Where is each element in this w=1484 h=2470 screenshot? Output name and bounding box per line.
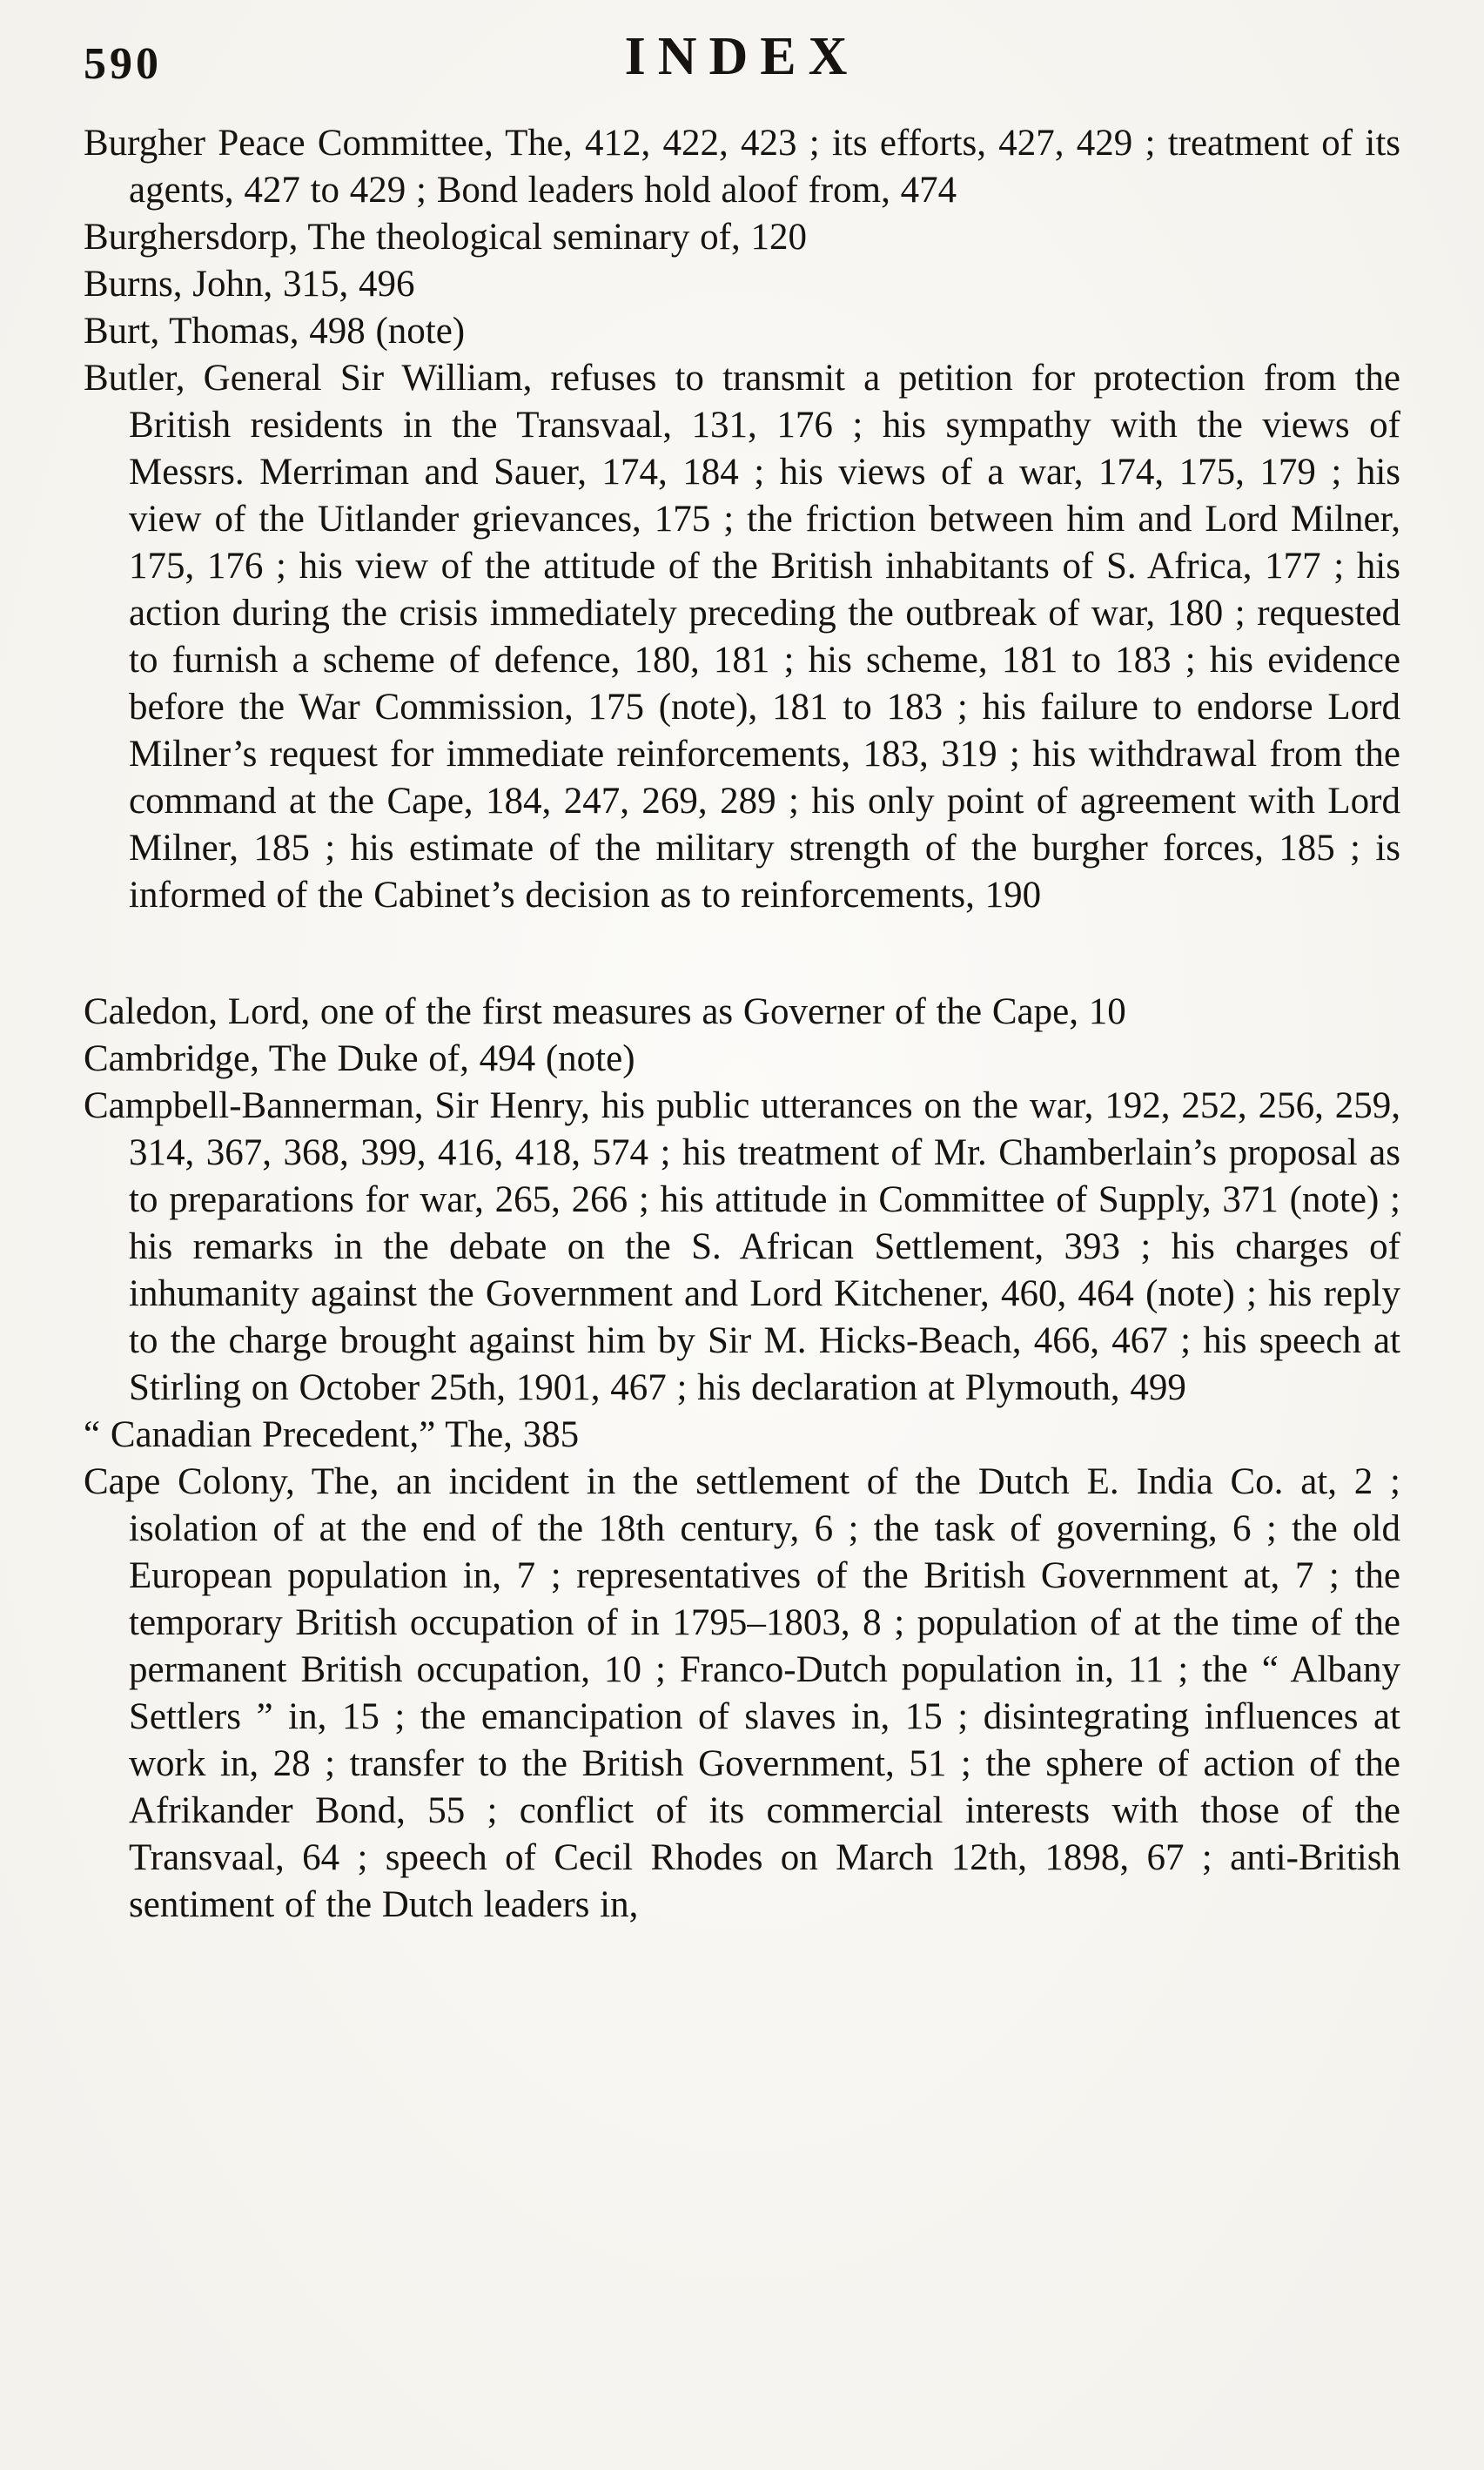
index-entry: Burt, Thomas, 498 (note) <box>84 311 466 352</box>
index-entry: Burns, John, 315, 496 <box>84 264 415 305</box>
index-entry: Butler, General Sir William, refuses to transmit a petition for protection from the British residents in the Transvaal, 131, 176 ; his sympathy with the views of Messrs. Merriman and Sauer, 174, 184 ; his views of a war, 174, 175, 179 ; his view of the Uitlander grievances, 175 ; the friction between him and Lord Milner, 175, 176 ; his view of the attitude of the British inhabitants of S. Africa, 177 ; his action during the crisis immediately preceding the outbreak of war, 180 ; requested to furnish a scheme of defence, 180, 181 ; his scheme, 181 to 183 ; his evidence before the War Commission, 175 (note), 181 to 183 ; his failure to endorse Lord Milner’s request for immediate reinforcements, 183, 319 ; his withdrawal from the command at the Cape, 184, 247, 269, 289 ; his only point of agreement with Lord Milner, 185 ; his estimate of the military strength of the burgher forces, 185 ; is informed of the Cabinet’s decision as to reinforcements, 190 <box>84 358 1400 916</box>
index-entry: Cambridge, The Duke of, 494 (note) <box>84 1038 635 1079</box>
index-entry: Caledon, Lord, one of the first measures as Governer of the Cape, 10 <box>84 991 1126 1032</box>
index-section-2 <box>84 989 1400 1929</box>
index-entry: Cape Colony, The, an incident in the settlement of the Dutch E. India Co. at, 2 ; isolation of at the end of the 18th century, 6 ; the task of governing, 6 ; the old European population in, 7 ; representatives of the British Government at, 7 ; the temporary British occupation of in 1795–1803, 8 ; population of at the time of the permanent British occupation, 10 ; Franco-Dutch population in, 11 ; the “ Albany Settlers ” in, 15 ; the emancipation of slaves in, 15 ; disintegrating influences at work in, 28 ; transfer to the British Government, 51 ; the sphere of action of the Afrikander Bond, 55 ; conflict of its commercial interests with those of the Transvaal, 64 ; speech of Cecil Rhodes on March 12th, 1898, 67 ; anti-British sentiment of the Dutch leaders in, <box>84 1461 1400 1925</box>
index-entry: “ Canadian Precedent,” The, 385 <box>84 1414 580 1455</box>
page-title: INDEX <box>624 27 860 86</box>
page-header <box>84 26 1400 106</box>
index-entry: Burghersdorp, The theological seminary of, 120 <box>84 217 807 258</box>
page-number: 590 <box>84 39 162 89</box>
index-entry: Burgher Peace Committee, The, 412, 422, 423 ; its efforts, 427, 429 ; treatment of its agents, 427 to 429 ; Bond leaders hold aloof from, 474 <box>84 123 1400 211</box>
index-entries <box>84 120 1400 1929</box>
index-entry: Campbell-Bannerman, Sir Henry, his public utterances on the war, 192, 252, 256, 259, 314, 367, 368, 399, 416, 418, 574 ; his treatment of Mr. Chamberlain’s proposal as to preparations for war, 265, 266 ; his attitude in Committee of Supply, 371 (note) ; his remarks in the debate on the S. African Settlement, 393 ; his charges of inhumanity against the Government and Lord Kitchener, 460, 464 (note) ; his reply to the charge brought against him by Sir M. Hicks-Beach, 466, 467 ; his speech at Stirling on October 25th, 1901, 467 ; his declaration at Plymouth, 499 <box>84 1085 1400 1408</box>
index-section-1 <box>84 120 1400 919</box>
